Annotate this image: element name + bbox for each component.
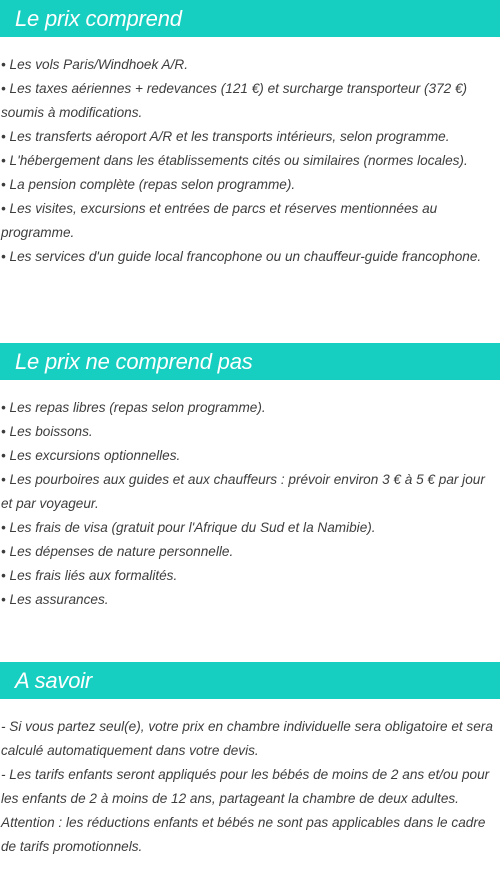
list-item: • Les frais de visa (gratuit pour l'Afrique du Sud et la Namibie). [1,520,376,535]
list-item: • Les frais liés aux formalités. [1,568,178,583]
list-item: • Les pourboires aux guides et aux chauffeurs : prévoir environ 3 € à 5 € par jour et par voyageur. [1,472,485,511]
list-item: • Les taxes aériennes + redevances (121 €) et surcharge transporteur (372 €) soumis à modifications. [1,81,468,120]
list-item: • Les boissons. [1,424,93,439]
list-item: • Les dépenses de nature personnelle. [1,544,234,559]
list-item: - Les tarifs enfants seront appliqués pour les bébés de moins de 2 ans et/ou pour les enfants de 2 à moins de 12 ans, partageant la chambre de deux adultes. [1,767,490,806]
list-item: • Les excursions optionnelles. [1,448,181,463]
list-item: • Les repas libres (repas selon programme). [1,400,266,415]
list-item: - Si vous partez seul(e), votre prix en chambre individuelle sera obligatoire et sera calculé automatiquement dans votre devis. [1,719,493,758]
list-item: • Les transferts aéroport A/R et les transports intérieurs, selon programme. [1,129,450,144]
included-list [0,53,500,269]
section-header-included [0,0,500,37]
section-title-not-included: Le prix ne comprend pas [15,348,253,374]
list-item: • Les services d'un guide local francophone ou un chauffeur-guide francophone. [1,249,482,264]
section-header-good-to-know [0,662,500,699]
list-item: • Les vols Paris/Windhoek A/R. [1,57,188,72]
not-included-list [0,396,500,612]
good-to-know-list [0,715,500,859]
list-item: • La pension complète (repas selon programme). [1,177,296,192]
section-header-not-included [0,343,500,380]
list-item: • Les assurances. [1,592,109,607]
list-item: • L'hébergement dans les établissements cités ou similaires (normes locales). [1,153,468,168]
list-item: • Les visites, excursions et entrées de parcs et réserves mentionnées au programme. [1,201,438,240]
list-item: Attention : les réductions enfants et bébés ne sont pas applicables dans le cadre de tarifs promotionnels. [1,815,486,854]
section-title-good-to-know: A savoir [15,667,93,693]
section-title-included: Le prix comprend [15,5,182,31]
